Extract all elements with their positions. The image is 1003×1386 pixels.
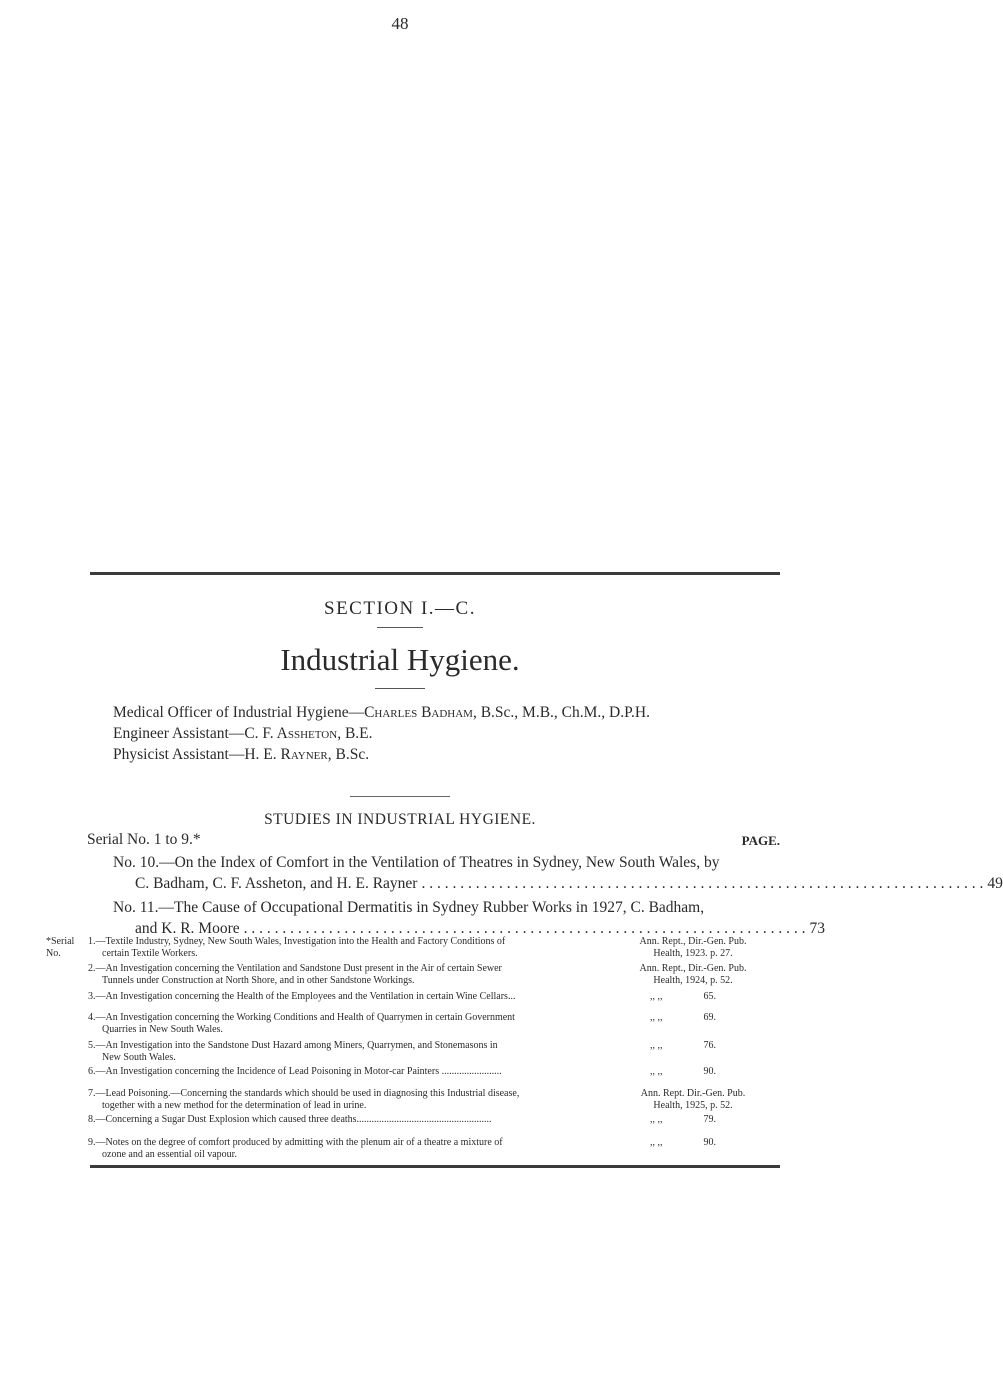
- staff-quals: , B.Sc.: [327, 746, 370, 763]
- studies-divider: [350, 796, 450, 797]
- footnote-number: 1.: [88, 936, 96, 947]
- leader-dots: . . . . . . . . . . . . . . . . . . . . . . . . . . . . . . . . . . . . . . . . . . . . . . . . . . . . . . . . . . . . . . . . . . . . . . . . .: [243, 920, 806, 937]
- footnote-source: Ann. Rept. Dir.-Gen. Pub. Health, 1925, p. 52.: [640, 1088, 746, 1111]
- footnote-label: *Serial No.: [46, 936, 75, 959]
- footnote-number: 8.: [88, 1114, 96, 1125]
- entry-page: 73: [809, 920, 825, 937]
- footnote-number: 6.: [88, 1066, 96, 1077]
- footnote-source: Ann. Rept., Dir.-Gen. Pub. Health, 1923. p. 27.: [639, 936, 747, 959]
- footnote-number: 4.: [88, 1012, 96, 1023]
- footnote-item: 8.—Concerning a Sugar Dust Explosion which caused three deaths......................................................: [88, 1114, 492, 1125]
- top-rule: [90, 572, 780, 575]
- staff-quals: , B.Sc., M.B., Ch.M., D.P.H.: [472, 704, 650, 721]
- section-title: SECTION I.—C.: [324, 598, 476, 619]
- entry-title: No. 10.—On the Index of Comfort in the Ventilation of Theatres in Sydney, New South Wales, by: [113, 854, 720, 871]
- entry-title: No. 11.—The Cause of Occupational Dermatitis in Sydney Rubber Works in 1927, C. Badham,: [113, 899, 705, 916]
- studies-heading: STUDIES IN INDUSTRIAL HYGIENE.: [264, 811, 536, 828]
- toc-entry: [113, 852, 1003, 894]
- title-divider: [375, 688, 425, 689]
- staff-engineer-assistant: [113, 725, 373, 743]
- staff-quals: , B.E.: [337, 725, 373, 742]
- footnote-source: ,, ,, 65.: [650, 991, 716, 1002]
- entry-authors: and K. R. Moore: [135, 920, 240, 937]
- footnote-number: 5.: [88, 1040, 96, 1051]
- staff-name: H. E. Rayner: [244, 746, 328, 763]
- staff-role: Medical Officer of Industrial Hygiene—: [113, 704, 365, 721]
- footnote-item: 6.—An Investigation concerning the Incidence of Lead Poisoning in Motor-car Painters ........................: [88, 1066, 502, 1077]
- footnote-source: ,, ,, 76.: [650, 1040, 716, 1051]
- page-number: 48: [391, 14, 409, 33]
- footnote-item: 3.—An Investigation concerning the Health of the Employees and the Ventilation in certain Wine Cellars...: [88, 991, 516, 1002]
- entry-authors: C. Badham, C. F. Assheton, and H. E. Rayner: [135, 875, 418, 892]
- staff-role: Engineer Assistant—: [113, 725, 245, 742]
- footnote-number: 2.: [88, 963, 96, 974]
- staff-name: C. F. Assheton: [244, 725, 338, 742]
- footnote-number: 7.: [88, 1088, 96, 1099]
- footnote-item: 9.—Notes on the degree of comfort produced by admitting with the plenum air of a theatre a mixture of ozone and an essential oil vapour.: [88, 1137, 503, 1160]
- staff-name: Charles Badham: [364, 704, 473, 721]
- entry-page: 49: [987, 875, 1003, 892]
- footnote-source: ,, ,, 90.: [650, 1137, 716, 1148]
- footnote-source: Ann. Rept., Dir.-Gen. Pub. Health, 1924, p. 52.: [639, 963, 747, 986]
- leader-dots: . . . . . . . . . . . . . . . . . . . . . . . . . . . . . . . . . . . . . . . . . . . . . . . . . . . . . . . . . . . . . . . . . . . . . . . . .: [421, 875, 984, 892]
- footnote-item: 7.—Lead Poisoning.—Concerning the standards which should be used in diagnosing this Industrial disease, together with a new method for the determination of lead in urine.: [88, 1088, 520, 1111]
- footnote-number: 9.: [88, 1137, 96, 1148]
- footnote-item: 2.—An Investigation concerning the Ventilation and Sandstone Dust present in the Air of certain Sewer Tunnels under Construction at North Shore, and in other Sandstone Workings.: [88, 963, 502, 986]
- staff-physicist-assistant: [113, 746, 369, 764]
- toc-entry: [113, 897, 825, 939]
- page-title: Industrial Hygiene.: [280, 642, 520, 677]
- staff-medical-officer: [113, 704, 650, 722]
- staff-role: Physicist Assistant—: [113, 746, 245, 763]
- section-divider: [377, 627, 423, 628]
- footnote-item: 5.—An Investigation into the Sandstone Dust Hazard among Miners, Quarrymen, and Stonemasons in New South Wales.: [88, 1040, 498, 1063]
- footnote-number: 3.: [88, 991, 96, 1002]
- serial-heading: Serial No. 1 to 9.*: [87, 831, 201, 848]
- footnote-source: ,, ,, 79.: [650, 1114, 716, 1125]
- footnote-item: 1.—Textile Industry, Sydney, New South Wales, Investigation into the Health and Factory Conditions of certain Textile Workers.: [88, 936, 506, 959]
- bottom-rule: [90, 1165, 780, 1168]
- footnote-source: ,, ,, 69.: [650, 1012, 716, 1023]
- footnote-source: ,, ,, 90.: [650, 1066, 716, 1077]
- footnote-item: 4.—An Investigation concerning the Working Conditions and Health of Quarrymen in certain Government Quarries in New South Wales.: [88, 1012, 515, 1035]
- page-column-label: PAGE.: [741, 833, 780, 848]
